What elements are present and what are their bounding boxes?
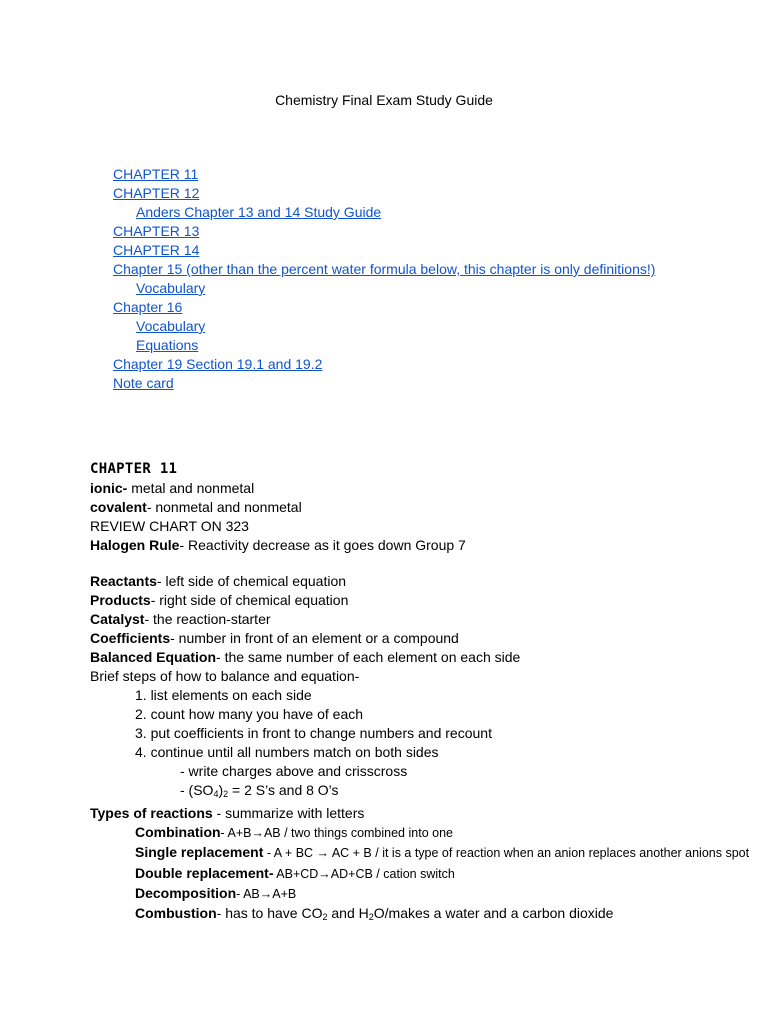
term: Halogen Rule xyxy=(90,537,180,553)
term: Decomposition xyxy=(135,885,237,901)
coefficients-definition xyxy=(90,629,750,648)
toc-link-chapter-13[interactable]: CHAPTER 13 xyxy=(113,223,200,239)
definition: - Reactivity decrease as it goes down Group 7 xyxy=(179,537,466,553)
definition: metal and nonmetal xyxy=(127,480,255,496)
text: and H xyxy=(327,905,369,921)
toc-link-ch15-vocabulary[interactable]: Vocabulary xyxy=(136,280,206,296)
balancing-step: 3. put coefficients in front to change numbers and recount xyxy=(135,725,492,741)
definition: - left side of chemical equation xyxy=(156,573,347,589)
review-note: REVIEW CHART ON 323 xyxy=(90,518,249,534)
definition: - A+B→AB / two things combined into one xyxy=(220,826,453,840)
term: Reactants xyxy=(90,573,157,589)
text: - (SO xyxy=(180,782,214,798)
ionic-definition xyxy=(90,479,750,498)
term: Catalyst xyxy=(90,611,145,627)
toc-link-chapter-19[interactable]: Chapter 19 Section 19.1 and 19.2 xyxy=(113,356,323,372)
definition: - number in front of an element or a compound xyxy=(170,630,459,646)
subscript: 2 xyxy=(368,912,374,922)
table-of-contents xyxy=(113,165,655,393)
single-replacement-reaction xyxy=(90,844,750,862)
combination-reaction xyxy=(90,823,750,843)
chapter-11-heading: CHAPTER 11 xyxy=(90,461,178,477)
balancing-step: 4. continue until all numbers match on both sides xyxy=(135,744,439,760)
term: Single replacement xyxy=(135,844,264,860)
definition: - AB→A+B xyxy=(236,887,297,901)
toc-link-note-card[interactable]: Note card xyxy=(113,375,174,391)
toc-link-chapter-15[interactable]: Chapter 15 (other than the percent water formula below, this chapter is only definitions!) xyxy=(113,261,656,277)
term: Types of reactions xyxy=(90,805,213,821)
text: = 2 S’s and 8 O’s xyxy=(228,782,339,798)
spacer xyxy=(90,555,750,572)
toc-link-anders-study-guide[interactable]: Anders Chapter 13 and 14 Study Guide xyxy=(136,204,382,220)
term: Double replacement- xyxy=(135,865,274,881)
subscript: 2 xyxy=(223,789,229,799)
toc-link-chapter-16[interactable]: Chapter 16 xyxy=(113,299,183,315)
definition: - right side of chemical equation xyxy=(150,592,349,608)
definition: - summarize with letters xyxy=(212,805,365,821)
covalent-definition xyxy=(90,498,750,517)
balanced-equation-definition xyxy=(90,648,750,667)
term: Combustion xyxy=(135,905,217,921)
catalyst-definition xyxy=(90,610,750,629)
definition: - nonmetal and nonmetal xyxy=(146,499,302,515)
subscript: 4 xyxy=(213,789,219,799)
term: Combination xyxy=(135,824,221,840)
toc-link-chapter-14[interactable]: CHAPTER 14 xyxy=(113,242,200,258)
combustion-reaction xyxy=(90,904,750,927)
toc-link-ch16-vocabulary[interactable]: Vocabulary xyxy=(136,318,206,334)
document-title: Chemistry Final Exam Study Guide xyxy=(275,92,493,108)
definition: AB+CD→AD+CB / cation switch xyxy=(273,867,455,881)
term: ionic- xyxy=(90,480,128,496)
toc-link-chapter-12[interactable]: CHAPTER 12 xyxy=(113,185,200,201)
balancing-step: 2. count how many you have of each xyxy=(135,706,364,722)
halogen-rule xyxy=(90,536,750,555)
balancing-substep xyxy=(90,781,750,804)
decomposition-reaction xyxy=(90,884,750,904)
text: ) xyxy=(218,782,224,798)
definition: - the same number of each element on each side xyxy=(216,649,521,665)
text: O/makes a water and a carbon dioxide xyxy=(373,905,614,921)
balancing-substep: - write charges above and crisscross xyxy=(180,763,408,779)
term: covalent xyxy=(90,499,147,515)
term: Balanced Equation xyxy=(90,649,217,665)
subscript: 2 xyxy=(322,912,328,922)
toc-link-ch16-equations[interactable]: Equations xyxy=(136,337,199,353)
products-definition xyxy=(90,591,750,610)
term: Products xyxy=(90,592,151,608)
definition: - the reaction-starter xyxy=(144,611,271,627)
balancing-step: 1. list elements on each side xyxy=(135,687,312,703)
double-replacement-reaction xyxy=(90,864,750,884)
reaction-types-heading xyxy=(90,804,750,823)
chapter-11-section xyxy=(90,459,750,927)
term: Coefficients xyxy=(90,630,171,646)
text: - has to have CO xyxy=(216,905,323,921)
reactants-definition xyxy=(90,572,750,591)
definition: - A + BC → AC + B / it is a type of reaction when an anion replaces another anions spot xyxy=(263,846,750,860)
toc-link-chapter-11[interactable]: CHAPTER 11 xyxy=(113,166,199,182)
balancing-intro: Brief steps of how to balance and equation- xyxy=(90,668,360,684)
